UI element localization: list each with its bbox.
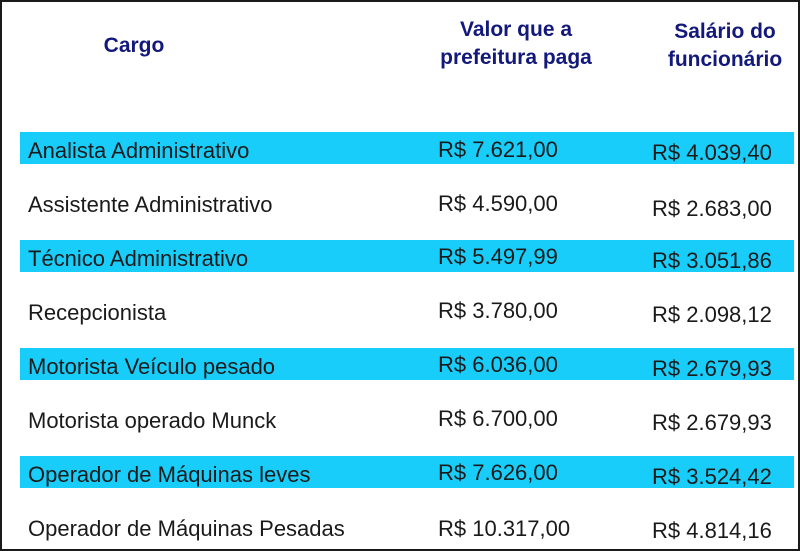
valor-cell: R$ 10.317,00	[438, 516, 571, 541]
header-valor-line1: Valor que a	[459, 18, 573, 41]
valor-cell: R$ 7.626,00	[438, 460, 558, 485]
cargo-cell: Operador de Máquinas Pesadas	[28, 516, 345, 541]
header-cargo	[74, 32, 194, 60]
valor-cell: R$ 6.700,00	[438, 406, 558, 431]
table-row	[20, 456, 794, 488]
header-salario	[642, 18, 800, 74]
header-valor	[407, 16, 625, 72]
cargo-cell: Motorista operado Munck	[28, 408, 277, 433]
table-row	[20, 510, 794, 542]
cargo-cell: Recepcionista	[28, 300, 167, 325]
valor-cell: R$ 3.780,00	[438, 298, 558, 323]
salario-cell: R$ 4.039,40	[652, 140, 772, 165]
salario-cell: R$ 2.679,93	[652, 356, 772, 381]
salario-cell: R$ 3.524,42	[652, 464, 772, 489]
cargo-cell: Operador de Máquinas leves	[28, 462, 311, 487]
table-row	[20, 294, 794, 326]
header-valor-line2: prefeitura paga	[440, 46, 592, 69]
valor-cell: R$ 6.036,00	[438, 352, 558, 377]
cargo-cell: Motorista Veículo pesado	[28, 354, 276, 379]
table-row	[20, 402, 794, 434]
salario-cell: R$ 2.679,93	[652, 410, 772, 435]
table-row	[20, 240, 794, 272]
table-row	[20, 132, 794, 164]
salario-cell: R$ 3.051,86	[652, 248, 772, 273]
header-salario-line2: funcionário	[667, 48, 783, 71]
valor-cell: R$ 4.590,00	[438, 191, 558, 216]
valor-cell: R$ 5.497,99	[438, 244, 558, 269]
salario-cell: R$ 2.098,12	[652, 302, 772, 327]
cargo-cell: Assistente Administrativo	[28, 192, 273, 217]
table-row	[20, 186, 794, 221]
header-cargo-label: Cargo	[103, 34, 165, 57]
table-row	[20, 348, 794, 380]
salario-cell: R$ 2.683,00	[652, 196, 772, 221]
cargo-cell: Técnico Administrativo	[28, 246, 249, 271]
salario-cell: R$ 4.814,16	[652, 518, 772, 543]
cargo-cell: Analista Administrativo	[28, 138, 250, 163]
valor-cell: R$ 7.621,00	[438, 137, 558, 162]
header-salario-line1: Salário do	[674, 20, 776, 43]
